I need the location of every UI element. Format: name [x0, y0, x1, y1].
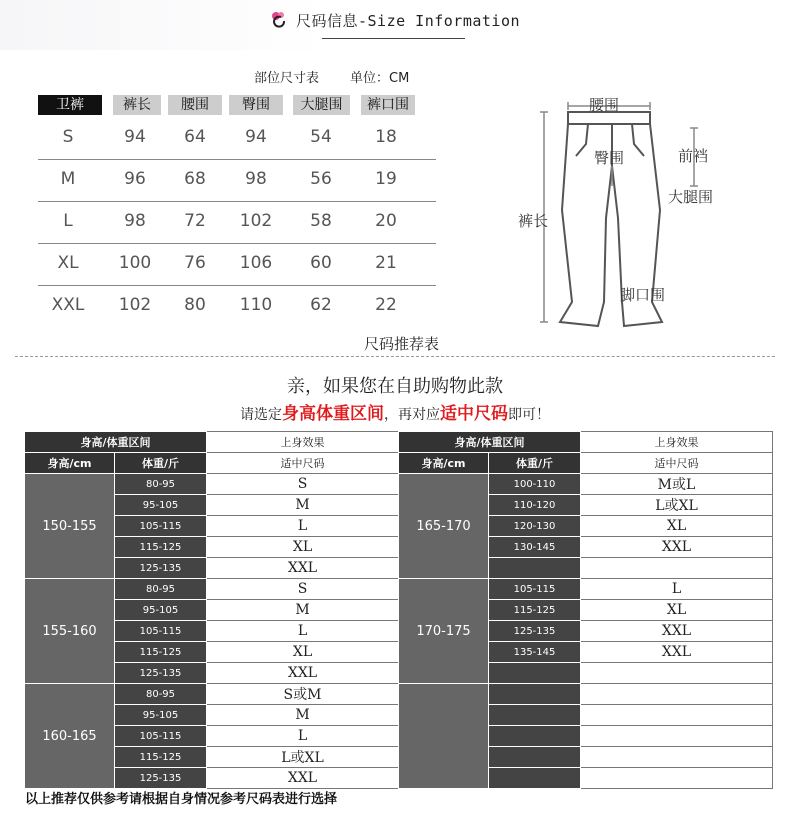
header-cell: 身高/cm: [399, 453, 489, 474]
size-row: [38, 243, 436, 286]
footnote: 以上推荐仅供参考请根据自身情况参考尺码表进行选择: [25, 792, 338, 807]
column-header: 臀围: [229, 95, 283, 115]
height-band: 160-165: [25, 684, 115, 789]
weight-cell: 110-120: [489, 495, 581, 516]
weight-cell: 115-125: [115, 642, 207, 663]
length-label: 裤长: [518, 212, 549, 230]
height-band: 155-160: [25, 579, 115, 684]
size-value: 94: [245, 127, 267, 147]
size-cell: XL: [581, 516, 773, 537]
intro-highlight: 身高体重区间: [282, 404, 384, 424]
header-cell: 体重/斤: [489, 453, 581, 474]
size-cell: XL: [207, 642, 399, 663]
weight-cell: 95-105: [115, 495, 207, 516]
size-value: 72: [184, 211, 206, 231]
waist-label: 腰围: [589, 96, 620, 114]
size-cell: [581, 768, 773, 789]
size-value: 102: [239, 211, 273, 231]
size-cell: XXL: [581, 537, 773, 558]
weight-cell: 95-105: [115, 705, 207, 726]
header-cell: 体重/斤: [115, 453, 207, 474]
size-cell: [581, 705, 773, 726]
size-cell: XXL: [207, 558, 399, 579]
measure-lines: [540, 102, 698, 322]
size-value: 20: [375, 211, 397, 231]
weight-cell: 125-135: [115, 768, 207, 789]
size-value: 106: [239, 253, 273, 273]
header-cell: 身高/体重区间: [399, 432, 581, 453]
size-row: [38, 201, 436, 244]
section-divider: [15, 356, 775, 357]
intro-line: 亲，如果您在自助购物此款: [287, 376, 503, 397]
intro-instruction: [0, 399, 790, 424]
weight-cell: [489, 663, 581, 684]
weight-cell: 105-115: [489, 579, 581, 600]
size-cell: L或XL: [581, 495, 773, 516]
size-value: 56: [310, 169, 332, 189]
size-cell: XXL: [581, 642, 773, 663]
weight-cell: 80-95: [115, 579, 207, 600]
size-value: 98: [245, 169, 267, 189]
section-header: [0, 0, 790, 50]
weight-cell: [489, 747, 581, 768]
size-cell: S: [207, 474, 399, 495]
size-label: M: [60, 169, 76, 189]
weight-cell: 105-115: [115, 516, 207, 537]
size-value: 22: [375, 295, 397, 315]
size-cell: [581, 558, 773, 579]
size-cell: L: [581, 579, 773, 600]
header-cell: 身高/体重区间: [25, 432, 207, 453]
size-cell: L或XL: [207, 747, 399, 768]
weight-cell: 105-115: [115, 621, 207, 642]
leg-opening-label: 脚口围: [620, 286, 666, 304]
weight-cell: 125-135: [489, 621, 581, 642]
size-cell: S: [207, 579, 399, 600]
header-cell: 适中尺码: [207, 453, 399, 474]
weight-cell: 125-135: [115, 663, 207, 684]
size-cell: [581, 726, 773, 747]
weight-cell: 115-125: [115, 747, 207, 768]
size-cell: M: [207, 705, 399, 726]
size-cell: S或M: [207, 684, 399, 705]
intro-text: ，再对应: [384, 407, 440, 423]
size-label: L: [63, 211, 73, 231]
height-band: [399, 684, 489, 789]
size-value: 68: [184, 169, 206, 189]
size-value: 54: [310, 127, 332, 147]
header-cell: 上身效果: [207, 432, 399, 453]
size-value: 60: [310, 253, 332, 273]
thigh-label: 大腿围: [668, 188, 714, 206]
recommend-caption: 尺码推荐表: [364, 335, 440, 353]
size-value: 94: [124, 127, 146, 147]
header-cell: 上身效果: [581, 432, 773, 453]
size-cell: XL: [581, 600, 773, 621]
size-value: 19: [375, 169, 397, 189]
weight-cell: 100-110: [489, 474, 581, 495]
size-cell: XL: [207, 537, 399, 558]
column-header: 裤长: [113, 95, 161, 115]
unit-label: 单位：CM: [350, 71, 410, 86]
size-cell: L: [207, 516, 399, 537]
size-cell: L: [207, 726, 399, 747]
size-value: 110: [239, 295, 273, 315]
column-header: 腰围: [168, 95, 222, 115]
size-row: [38, 159, 436, 202]
size-label: XXL: [51, 295, 85, 315]
weight-cell: 115-125: [489, 600, 581, 621]
weight-cell: [489, 768, 581, 789]
column-header: 卫裤: [38, 95, 102, 115]
weight-cell: 80-95: [115, 474, 207, 495]
rise-label: 前裆: [678, 147, 709, 165]
size-cell: [581, 684, 773, 705]
column-header: 裤口围: [361, 95, 415, 115]
weight-cell: 115-125: [115, 537, 207, 558]
size-value: 80: [184, 295, 206, 315]
size-row: [38, 117, 436, 160]
size-chart-subtitle: 部位尺寸表: [254, 71, 320, 86]
weight-cell: [489, 558, 581, 579]
intro-text: 请选定: [240, 407, 282, 423]
section-title: 尺码信息-Size Information: [296, 12, 521, 30]
weight-cell: [489, 726, 581, 747]
weight-cell: 80-95: [115, 684, 207, 705]
header-cell: 身高/cm: [25, 453, 115, 474]
intro-text: 即可！: [508, 407, 550, 423]
size-row: [38, 285, 436, 327]
height-band: 165-170: [399, 474, 489, 579]
weight-cell: 125-135: [115, 558, 207, 579]
height-band: 170-175: [399, 579, 489, 684]
size-cell: L: [207, 621, 399, 642]
size-value: 18: [375, 127, 397, 147]
recommend-table-left: [24, 431, 399, 789]
column-header: 大腿围: [293, 95, 350, 115]
size-cell: M: [207, 600, 399, 621]
size-value: 62: [310, 295, 332, 315]
weight-cell: 130-145: [489, 537, 581, 558]
weight-cell: 120-130: [489, 516, 581, 537]
weight-cell: 95-105: [115, 600, 207, 621]
size-label: S: [62, 127, 74, 147]
size-cell: [581, 747, 773, 768]
title-underline: [322, 38, 465, 39]
size-cell: XXL: [207, 768, 399, 789]
size-value: 100: [118, 253, 152, 273]
size-cell: M或L: [581, 474, 773, 495]
size-value: 76: [184, 253, 206, 273]
size-cell: XXL: [207, 663, 399, 684]
weight-cell: [489, 684, 581, 705]
hip-label: 臀围: [594, 149, 625, 167]
height-band: 150-155: [25, 474, 115, 579]
size-value: 21: [375, 253, 397, 273]
size-cell: M: [207, 495, 399, 516]
weight-cell: [489, 705, 581, 726]
size-value: 102: [118, 295, 152, 315]
size-value: 98: [124, 211, 146, 231]
intro-highlight: 适中尺码: [440, 404, 508, 424]
size-cell: XXL: [581, 621, 773, 642]
pants-measurement-diagram: [500, 90, 750, 330]
header-cell: 适中尺码: [581, 453, 773, 474]
weight-cell: 105-115: [115, 726, 207, 747]
recommend-table-right: [398, 431, 773, 789]
size-label: XL: [57, 253, 79, 273]
flower-icon: [270, 11, 294, 29]
weight-cell: 135-145: [489, 642, 581, 663]
size-value: 64: [184, 127, 206, 147]
size-value: 58: [310, 211, 332, 231]
size-value: 96: [124, 169, 146, 189]
size-cell: [581, 663, 773, 684]
